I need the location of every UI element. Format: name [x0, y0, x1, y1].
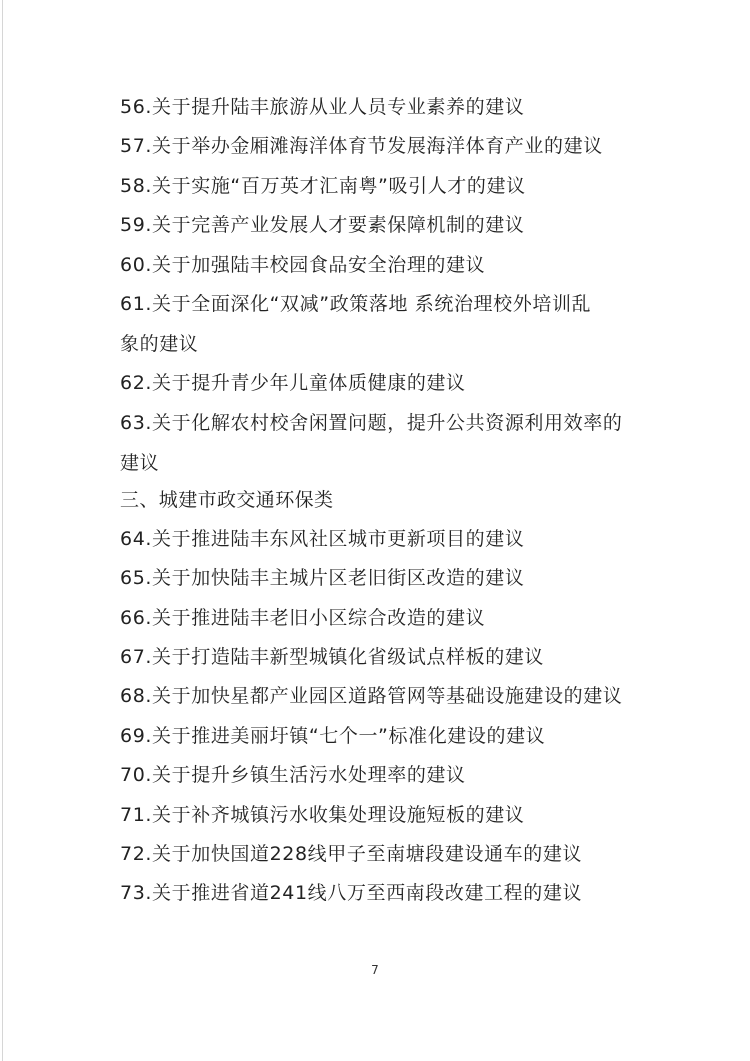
- list-item: 61.关于全面深化“双减”政策落地 系统治理校外培训乱: [120, 293, 592, 315]
- page-number: 7: [371, 963, 379, 977]
- list-item: 56.关于提升陆丰旅游从业人员专业素养的建议: [120, 96, 525, 118]
- list-item: 70.关于提升乡镇生活污水处理率的建议: [120, 764, 466, 786]
- list-item: 59.关于完善产业发展人才要素保障机制的建议: [120, 214, 525, 236]
- section-heading: 三、城建市政交通环保类: [120, 489, 334, 511]
- list-item: 71.关于补齐城镇污水收集处理设施短板的建议: [120, 804, 525, 826]
- list-item: 63.关于化解农村校舍闲置问题，提升公共资源利用效率的: [120, 412, 623, 434]
- list-item: 60.关于加强陆丰校园食品安全治理的建议: [120, 254, 486, 276]
- scan-edge-line: [2, 0, 3, 1061]
- list-item: 73.关于推进省道241线八万至西南段改建工程的建议: [120, 882, 583, 904]
- list-item: 58.关于实施“百万英才汇南粤”吸引人才的建议: [120, 175, 526, 197]
- list-item: 62.关于提升青少年儿童体质健康的建议: [120, 372, 466, 394]
- list-item-continuation: 象的建议: [120, 333, 199, 355]
- list-item: 72.关于加快国道228线甲子至南塘段建设通车的建议: [120, 843, 583, 865]
- list-item: 65.关于加快陆丰主城片区老旧街区改造的建议: [120, 567, 525, 589]
- list-item: 64.关于推进陆丰东风社区城市更新项目的建议: [120, 528, 525, 550]
- list-item: 66.关于推进陆丰老旧小区综合改造的建议: [120, 607, 486, 629]
- list-item: 69.关于推进美丽圩镇“七个一”标准化建设的建议: [120, 725, 546, 747]
- list-item-continuation: 建议: [120, 452, 160, 474]
- list-item: 67.关于打造陆丰新型城镇化省级试点样板的建议: [120, 646, 545, 668]
- list-item: 68.关于加快星都产业园区道路管网等基础设施建设的建议: [120, 685, 623, 707]
- list-item: 57.关于举办金厢滩海洋体育节发展海洋体育产业的建议: [120, 135, 603, 157]
